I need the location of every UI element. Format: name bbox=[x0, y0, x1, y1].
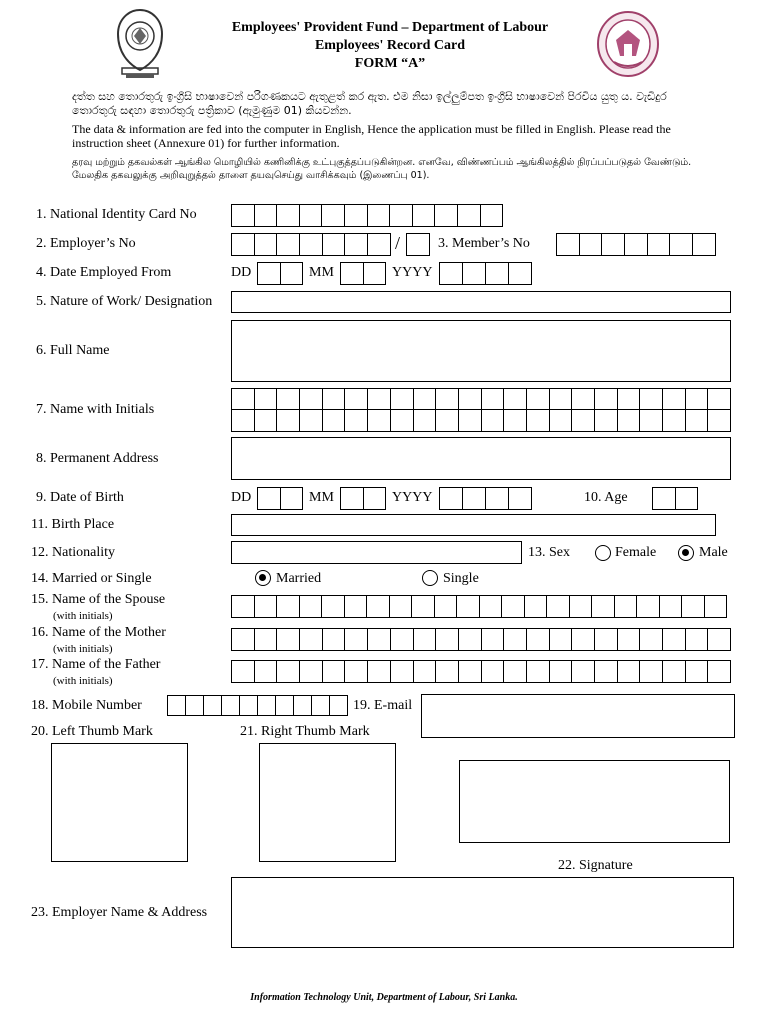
char-cell[interactable] bbox=[708, 660, 731, 683]
char-cell[interactable] bbox=[368, 233, 391, 256]
char-cell[interactable] bbox=[391, 388, 414, 410]
char-cell[interactable] bbox=[322, 595, 345, 618]
title-line-3: FORM “A” bbox=[354, 56, 426, 71]
name-initials-input[interactable] bbox=[231, 388, 731, 432]
full-name-input[interactable] bbox=[231, 320, 731, 382]
birth-place-label: 11. Birth Place bbox=[31, 517, 115, 532]
char-cell[interactable] bbox=[341, 487, 364, 510]
char-cell[interactable] bbox=[482, 410, 505, 432]
char-cell[interactable] bbox=[436, 660, 459, 683]
char-cell[interactable] bbox=[686, 660, 709, 683]
char-cell[interactable] bbox=[480, 595, 503, 618]
char-cell[interactable] bbox=[547, 595, 570, 618]
cell-row bbox=[231, 410, 731, 432]
spouse-label: 15. Name of the Spouse bbox=[31, 592, 166, 607]
char-cell[interactable] bbox=[458, 204, 481, 227]
nationality-label: 12. Nationality bbox=[31, 545, 115, 560]
char-cell[interactable] bbox=[341, 262, 364, 285]
char-cell[interactable] bbox=[550, 628, 573, 651]
right-thumb-label: 21. Right Thumb Mark bbox=[240, 724, 370, 739]
char-cell[interactable] bbox=[281, 487, 304, 510]
sex-male-label: Male bbox=[699, 545, 728, 560]
dob-dd-input[interactable] bbox=[257, 487, 303, 510]
sex-male-radio[interactable] bbox=[678, 545, 694, 561]
intro-sinhala: දත්ත සහ තොරතුරු ඉංග්‍රීසි භාෂාවෙන් පරිගණකයට ඇතුළත් කර ඇත. එම නිසා ඉල්ලුම්පත ඉංග්‍රීසි භාෂාවෙන් පිරවිය යුතු ය. වැඩිදුර තොරතුරු සඳහා තොරතුරු පත්‍රිකාව (ඇමුණුම 01) කියවන්න. bbox=[72, 90, 667, 117]
nic-label: 1. National Identity Card No bbox=[36, 207, 197, 222]
mobile-label: 18. Mobile Number bbox=[31, 698, 142, 713]
char-cell[interactable] bbox=[255, 595, 278, 618]
dob-dd-label: DD bbox=[231, 490, 252, 505]
char-cell[interactable] bbox=[663, 628, 686, 651]
char-cell[interactable] bbox=[618, 660, 641, 683]
char-cell[interactable] bbox=[640, 628, 663, 651]
char-cell[interactable] bbox=[232, 595, 255, 618]
member-no-input[interactable] bbox=[556, 233, 716, 256]
char-cell[interactable] bbox=[277, 388, 300, 410]
date-employed-dd-label: DD bbox=[231, 265, 252, 280]
char-cell[interactable] bbox=[232, 660, 255, 683]
char-cell[interactable] bbox=[648, 233, 671, 256]
char-cell[interactable] bbox=[572, 388, 595, 410]
char-cell[interactable] bbox=[459, 410, 482, 432]
char-cell[interactable] bbox=[502, 595, 525, 618]
char-cell[interactable] bbox=[618, 410, 641, 432]
char-cell[interactable] bbox=[368, 660, 391, 683]
char-cell[interactable] bbox=[414, 388, 437, 410]
char-cell[interactable] bbox=[482, 388, 505, 410]
char-cell[interactable] bbox=[693, 233, 716, 256]
char-cell[interactable] bbox=[300, 233, 323, 256]
char-cell[interactable] bbox=[459, 388, 482, 410]
age-input[interactable] bbox=[652, 487, 698, 510]
char-cell[interactable] bbox=[345, 628, 368, 651]
char-cell[interactable] bbox=[258, 262, 281, 285]
char-cell[interactable] bbox=[663, 660, 686, 683]
char-cell[interactable] bbox=[300, 628, 323, 651]
char-cell[interactable] bbox=[436, 410, 459, 432]
char-cell[interactable] bbox=[323, 410, 346, 432]
title-line-1: Employees' Provident Fund – Department of Labour bbox=[231, 20, 549, 35]
char-cell[interactable] bbox=[637, 595, 660, 618]
char-cell[interactable] bbox=[276, 695, 294, 716]
char-cell[interactable] bbox=[482, 660, 505, 683]
char-cell[interactable] bbox=[186, 695, 204, 716]
char-cell[interactable] bbox=[595, 388, 618, 410]
char-cell[interactable] bbox=[618, 628, 641, 651]
dob-label: 9. Date of Birth bbox=[36, 490, 124, 505]
char-cell[interactable] bbox=[463, 262, 486, 285]
char-cell[interactable] bbox=[222, 695, 240, 716]
employer-no-input[interactable] bbox=[231, 233, 391, 256]
footer-text: Information Technology Unit, Department of Labour, Sri Lanka. bbox=[250, 992, 518, 1003]
char-cell[interactable] bbox=[504, 410, 527, 432]
char-cell[interactable] bbox=[504, 628, 527, 651]
mother-input[interactable] bbox=[231, 628, 731, 651]
char-cell[interactable] bbox=[390, 204, 413, 227]
char-cell[interactable] bbox=[625, 233, 648, 256]
char-cell[interactable] bbox=[323, 233, 346, 256]
date-employed-mm-label: MM bbox=[309, 265, 334, 280]
char-cell[interactable] bbox=[168, 695, 186, 716]
char-cell[interactable] bbox=[440, 262, 463, 285]
char-cell[interactable] bbox=[640, 410, 663, 432]
char-cell[interactable] bbox=[481, 204, 504, 227]
char-cell[interactable] bbox=[345, 595, 368, 618]
char-cell[interactable] bbox=[435, 204, 458, 227]
father-label: 17. Name of the Father bbox=[31, 657, 161, 672]
char-cell[interactable] bbox=[602, 233, 625, 256]
char-cell[interactable] bbox=[368, 410, 391, 432]
char-cell[interactable] bbox=[240, 695, 258, 716]
char-cell[interactable] bbox=[232, 628, 255, 651]
char-cell[interactable] bbox=[486, 487, 509, 510]
char-cell[interactable] bbox=[300, 595, 323, 618]
char-cell[interactable] bbox=[509, 487, 532, 510]
char-cell[interactable] bbox=[368, 204, 391, 227]
char-cell[interactable] bbox=[255, 628, 278, 651]
full-name-label: 6. Full Name bbox=[36, 343, 110, 358]
mobile-input[interactable] bbox=[167, 695, 348, 716]
spouse-input[interactable] bbox=[231, 595, 727, 618]
char-cell[interactable] bbox=[255, 660, 278, 683]
char-cell[interactable] bbox=[277, 595, 300, 618]
date-employed-mm-input[interactable] bbox=[340, 262, 386, 285]
char-cell[interactable] bbox=[258, 695, 276, 716]
char-cell[interactable] bbox=[486, 262, 509, 285]
name-initials-label: 7. Name with Initials bbox=[36, 402, 155, 417]
char-cell[interactable] bbox=[232, 388, 255, 410]
char-cell[interactable] bbox=[686, 410, 709, 432]
national-emblem-icon bbox=[112, 8, 168, 80]
char-cell[interactable] bbox=[414, 660, 437, 683]
dob-yyyy-label: YYYY bbox=[392, 490, 433, 505]
marital-single-label: Single bbox=[443, 571, 479, 586]
char-cell[interactable] bbox=[255, 410, 278, 432]
char-cell[interactable] bbox=[663, 410, 686, 432]
char-cell[interactable] bbox=[323, 660, 346, 683]
char-cell[interactable] bbox=[457, 595, 480, 618]
marital-single-radio[interactable] bbox=[422, 570, 438, 586]
age-label: 10. Age bbox=[584, 490, 628, 505]
dob-mm-label: MM bbox=[309, 490, 334, 505]
char-cell[interactable] bbox=[300, 388, 323, 410]
char-cell[interactable] bbox=[676, 487, 699, 510]
sex-female-label: Female bbox=[615, 545, 657, 560]
char-cell[interactable] bbox=[255, 233, 278, 256]
date-employed-yyyy-label: YYYY bbox=[392, 265, 433, 280]
char-cell[interactable] bbox=[368, 628, 391, 651]
mother-with-initials: (with initials) bbox=[53, 643, 113, 655]
mother-label: 16. Name of the Mother bbox=[31, 625, 166, 640]
marital-married-radio[interactable] bbox=[255, 570, 271, 586]
char-cell[interactable] bbox=[312, 695, 330, 716]
char-cell[interactable] bbox=[653, 487, 676, 510]
char-cell[interactable] bbox=[504, 388, 527, 410]
char-cell[interactable] bbox=[509, 262, 532, 285]
char-cell[interactable] bbox=[525, 595, 548, 618]
signature-box[interactable] bbox=[459, 760, 730, 843]
char-cell[interactable] bbox=[570, 595, 593, 618]
char-cell[interactable] bbox=[504, 660, 527, 683]
char-cell[interactable] bbox=[572, 410, 595, 432]
dob-yyyy-input[interactable] bbox=[439, 487, 532, 510]
char-cell[interactable] bbox=[322, 204, 345, 227]
char-cell[interactable] bbox=[258, 487, 281, 510]
char-cell[interactable] bbox=[615, 595, 638, 618]
birth-place-input[interactable] bbox=[231, 514, 716, 536]
char-cell[interactable] bbox=[527, 660, 550, 683]
char-cell[interactable] bbox=[255, 388, 278, 410]
char-cell[interactable] bbox=[330, 695, 348, 716]
char-cell[interactable] bbox=[232, 233, 255, 256]
char-cell[interactable] bbox=[550, 660, 573, 683]
father-with-initials: (with initials) bbox=[53, 675, 113, 687]
char-cell[interactable] bbox=[364, 262, 387, 285]
left-thumb-label: 20. Left Thumb Mark bbox=[31, 724, 153, 739]
char-cell[interactable] bbox=[436, 628, 459, 651]
employer-name-address-input[interactable] bbox=[231, 877, 734, 948]
char-cell[interactable] bbox=[595, 660, 618, 683]
char-cell[interactable] bbox=[592, 595, 615, 618]
designation-label: 5. Nature of Work/ Designation bbox=[36, 294, 213, 309]
char-cell[interactable] bbox=[463, 487, 486, 510]
char-cell[interactable] bbox=[550, 388, 573, 410]
char-cell[interactable] bbox=[595, 628, 618, 651]
nationality-input[interactable] bbox=[231, 541, 522, 564]
char-cell[interactable] bbox=[407, 233, 430, 256]
char-cell[interactable] bbox=[391, 628, 414, 651]
char-cell[interactable] bbox=[663, 388, 686, 410]
char-cell[interactable] bbox=[390, 595, 413, 618]
designation-input[interactable] bbox=[231, 291, 731, 313]
char-cell[interactable] bbox=[232, 410, 255, 432]
department-seal-icon bbox=[596, 10, 660, 78]
char-cell[interactable] bbox=[300, 660, 323, 683]
char-cell[interactable] bbox=[670, 233, 693, 256]
char-cell[interactable] bbox=[413, 204, 436, 227]
char-cell[interactable] bbox=[557, 233, 580, 256]
email-input[interactable] bbox=[421, 694, 735, 738]
date-employed-yyyy-input[interactable] bbox=[439, 262, 532, 285]
char-cell[interactable] bbox=[436, 388, 459, 410]
marital-married-label: Married bbox=[276, 571, 322, 586]
char-cell[interactable] bbox=[323, 628, 346, 651]
char-cell[interactable] bbox=[660, 595, 683, 618]
title-line-2: Employees' Record Card bbox=[314, 38, 466, 53]
char-cell[interactable] bbox=[708, 628, 731, 651]
char-cell[interactable] bbox=[345, 204, 368, 227]
char-cell[interactable] bbox=[414, 410, 437, 432]
char-cell[interactable] bbox=[277, 233, 300, 256]
char-cell[interactable] bbox=[232, 204, 255, 227]
char-cell[interactable] bbox=[686, 388, 709, 410]
char-cell[interactable] bbox=[255, 204, 278, 227]
char-cell[interactable] bbox=[550, 410, 573, 432]
char-cell[interactable] bbox=[345, 410, 368, 432]
char-cell[interactable] bbox=[277, 204, 300, 227]
member-no-label: 3. Member’s No bbox=[438, 236, 530, 251]
char-cell[interactable] bbox=[300, 410, 323, 432]
intro-english: The data & information are fed into the computer in English, Hence the application must be filled in English. Please read the instruction sheet (Annexure 01) for further information. bbox=[72, 122, 671, 150]
char-cell[interactable] bbox=[459, 660, 482, 683]
char-cell[interactable] bbox=[368, 388, 391, 410]
address-input[interactable] bbox=[231, 437, 731, 480]
char-cell[interactable] bbox=[708, 410, 731, 432]
char-cell[interactable] bbox=[323, 388, 346, 410]
char-cell[interactable] bbox=[277, 628, 300, 651]
marital-label: 14. Married or Single bbox=[31, 571, 152, 586]
char-cell[interactable] bbox=[364, 487, 387, 510]
char-cell[interactable] bbox=[482, 628, 505, 651]
char-cell[interactable] bbox=[277, 410, 300, 432]
form-title bbox=[180, 19, 600, 73]
char-cell[interactable] bbox=[686, 628, 709, 651]
char-cell[interactable] bbox=[412, 595, 435, 618]
date-employed-label: 4. Date Employed From bbox=[36, 265, 172, 280]
address-label: 8. Permanent Address bbox=[36, 451, 159, 466]
father-input[interactable] bbox=[231, 660, 731, 683]
left-thumb-box[interactable] bbox=[51, 743, 188, 862]
char-cell[interactable] bbox=[572, 660, 595, 683]
email-label: 19. E-mail bbox=[353, 698, 413, 713]
char-cell[interactable] bbox=[527, 388, 550, 410]
char-cell[interactable] bbox=[682, 595, 705, 618]
char-cell[interactable] bbox=[705, 595, 728, 618]
date-employed-dd-input[interactable] bbox=[257, 262, 303, 285]
char-cell[interactable] bbox=[204, 695, 222, 716]
sex-female-radio[interactable] bbox=[595, 545, 611, 561]
char-cell[interactable] bbox=[580, 233, 603, 256]
char-cell[interactable] bbox=[527, 628, 550, 651]
sex-label: 13. Sex bbox=[528, 545, 570, 560]
char-cell[interactable] bbox=[294, 695, 312, 716]
char-cell[interactable] bbox=[281, 262, 304, 285]
dob-mm-input[interactable] bbox=[340, 487, 386, 510]
char-cell[interactable] bbox=[391, 410, 414, 432]
char-cell[interactable] bbox=[640, 660, 663, 683]
char-cell[interactable] bbox=[572, 628, 595, 651]
char-cell[interactable] bbox=[391, 660, 414, 683]
nic-input[interactable] bbox=[231, 204, 503, 227]
intro-tamil: தரவு மற்றும் தகவல்கள் ஆங்கில மொழியில் கணினிக்கு உட்புகுத்தப்படுகின்றன. எனவே, விண்ணப்பம் ஆங்கிலத்தில் நிரப்பப்படுதல் வேண்டும். மேலதிக தகவலுக்கு அறிவுறுத்தல் தாளை தயவுசெய்து வாசிக்கவும் (இணைப்பு 01). bbox=[72, 157, 692, 181]
char-cell[interactable] bbox=[345, 233, 368, 256]
char-cell[interactable] bbox=[435, 595, 458, 618]
char-cell[interactable] bbox=[367, 595, 390, 618]
char-cell[interactable] bbox=[640, 388, 663, 410]
employer-zone-input[interactable] bbox=[406, 233, 430, 256]
char-cell[interactable] bbox=[414, 628, 437, 651]
char-cell[interactable] bbox=[345, 388, 368, 410]
char-cell[interactable] bbox=[300, 204, 323, 227]
char-cell[interactable] bbox=[595, 410, 618, 432]
employer-no-label: 2. Employer’s No bbox=[36, 236, 136, 251]
right-thumb-box[interactable] bbox=[259, 743, 396, 862]
employer-name-address-label: 23. Employer Name & Address bbox=[31, 905, 208, 920]
cell-row bbox=[231, 388, 731, 410]
char-cell[interactable] bbox=[708, 388, 731, 410]
char-cell[interactable] bbox=[277, 660, 300, 683]
char-cell[interactable] bbox=[527, 410, 550, 432]
signature-label: 22. Signature bbox=[558, 858, 633, 873]
employer-no-slash: / bbox=[395, 233, 401, 253]
spouse-with-initials: (with initials) bbox=[53, 610, 113, 622]
char-cell[interactable] bbox=[345, 660, 368, 683]
char-cell[interactable] bbox=[618, 388, 641, 410]
char-cell[interactable] bbox=[459, 628, 482, 651]
char-cell[interactable] bbox=[440, 487, 463, 510]
